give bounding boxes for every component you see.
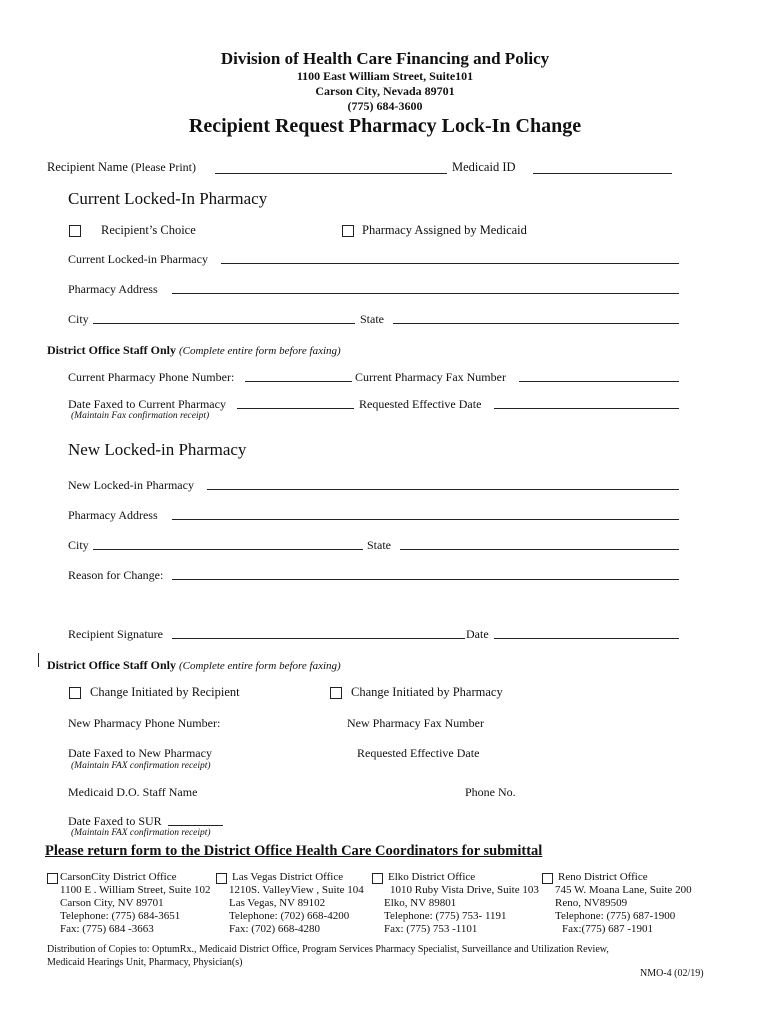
phone-no-label: Phone No.	[465, 785, 516, 799]
fax-receipt-note-1: (Maintain Fax confirmation receipt)	[71, 411, 210, 421]
staff-only-heading-1-text: District Office Staff Only	[47, 343, 176, 357]
office-reno-fax: Fax:(775) 687 -1901	[562, 923, 654, 935]
current-city-field[interactable]	[93, 323, 355, 324]
fax-receipt-note-2: (Maintain FAX confirmation receipt)	[71, 761, 211, 771]
initiated-pharmacy-label: Change Initiated by Pharmacy	[351, 685, 503, 699]
office-elko-fax: Fax: (775) 753 -1101	[384, 923, 478, 935]
medicaid-assigned-label: Pharmacy Assigned by Medicaid	[362, 223, 527, 237]
signature-date-field[interactable]	[494, 638, 679, 639]
office-elko-street: 1010 Ruby Vista Drive, Suite 103	[390, 884, 539, 896]
recipient-name-text: Recipient Name	[47, 160, 128, 174]
sur-label: Date Faxed to SUR	[68, 814, 162, 828]
staff-name-label: Medicaid D.O. Staff Name	[68, 785, 198, 799]
office-elko-name: Elko District Office	[388, 871, 476, 883]
office-reno-city: Reno, NV89509	[555, 897, 628, 909]
medicaid-assigned-checkbox[interactable]	[342, 225, 354, 237]
current-pharmacy-heading: Current Locked-In Pharmacy	[68, 189, 268, 208]
distribution-note	[47, 943, 609, 969]
office-elko-checkbox[interactable]	[372, 873, 383, 884]
office-reno-checkbox[interactable]	[542, 873, 553, 884]
reason-label: Reason for Change:	[68, 568, 164, 582]
office-lasvegas-phone: Telephone: (702) 668-4200	[229, 910, 350, 922]
signature-field[interactable]	[172, 638, 465, 639]
signature-label: Recipient Signature	[68, 627, 163, 641]
current-state-label: State	[360, 312, 384, 326]
office-carson-checkbox[interactable]	[47, 873, 58, 884]
date-faxed-new-label: Date Faxed to New Pharmacy	[68, 746, 212, 760]
office-carson-city: Carson City, NV 89701	[60, 897, 164, 909]
current-state-field[interactable]	[393, 323, 679, 324]
recipients-choice-label: Recipient’s Choice	[101, 223, 196, 237]
new-address-label: Pharmacy Address	[68, 508, 158, 522]
effective-date-1-field[interactable]	[494, 408, 679, 409]
current-city-label: City	[68, 312, 89, 326]
new-state-field[interactable]	[400, 549, 679, 550]
office-lasvegas-fax: Fax: (702) 668-4280	[229, 923, 321, 935]
medicaid-id-label: Medicaid ID	[452, 160, 516, 174]
date-faxed-current-label: Date Faxed to Current Pharmacy	[68, 397, 226, 411]
new-pharmacy-field[interactable]	[207, 489, 679, 490]
office-elko-city: Elko, NV 89801	[384, 897, 457, 909]
agency-city: Carson City, Nevada 89701	[315, 84, 455, 98]
office-lasvegas-street: 1210S. ValleyView , Suite 104	[229, 884, 364, 896]
current-address-field[interactable]	[172, 293, 679, 294]
office-carson	[60, 871, 211, 936]
form-title: Recipient Request Pharmacy Lock-In Change	[188, 115, 582, 137]
office-carson-fax: Fax: (775) 684 -3663	[60, 923, 154, 935]
agency-phone: (775) 684-3600	[347, 99, 423, 113]
office-elko-phone: Telephone: (775) 753- 1191	[384, 910, 507, 922]
new-fax-label: New Pharmacy Fax Number	[347, 716, 484, 730]
staff-only-heading-1	[47, 343, 341, 358]
new-pharmacy-label: New Locked-in Pharmacy	[68, 478, 194, 492]
current-pharmacy-label: Current Locked-in Pharmacy	[68, 252, 208, 266]
agency-name: Division of Health Care Financing and Policy	[220, 49, 550, 68]
office-reno-phone: Telephone: (775) 687-1900	[555, 910, 676, 922]
office-lasvegas-city: Las Vegas, NV 89102	[229, 897, 326, 909]
new-pharmacy-heading: New Locked-in Pharmacy	[68, 440, 247, 459]
new-city-field[interactable]	[93, 549, 363, 550]
recipient-name-hint: (Please Print)	[131, 160, 196, 174]
distribution-line-1: Distribution of Copies to: OptumRx., Medicaid District Office, Program Services Pharmacy Specialist, Surveillance and Utilization Review,	[47, 944, 609, 955]
staff-only-heading-2	[47, 658, 341, 673]
fax-receipt-note-3: (Maintain FAX confirmation receipt)	[71, 828, 211, 838]
staff-only-heading-2-text: District Office Staff Only	[47, 658, 176, 672]
office-reno-street: 745 W. Moana Lane, Suite 200	[555, 884, 692, 896]
new-state-label: State	[367, 538, 391, 552]
form-number: NMO-4 (02/19)	[640, 968, 704, 979]
current-address-label: Pharmacy Address	[68, 282, 158, 296]
sur-field[interactable]	[168, 825, 223, 826]
initiated-recipient-label: Change Initiated by Recipient	[90, 685, 240, 699]
recipients-choice-checkbox[interactable]	[69, 225, 81, 237]
recipient-name-field[interactable]	[215, 173, 447, 174]
office-reno	[555, 871, 692, 936]
initiated-recipient-checkbox[interactable]	[69, 687, 81, 699]
margin-mark	[38, 653, 39, 667]
current-fax-label: Current Pharmacy Fax Number	[355, 370, 506, 384]
office-lasvegas	[229, 871, 364, 936]
office-reno-name: Reno District Office	[558, 871, 648, 883]
current-phone-label: Current Pharmacy Phone Number:	[68, 370, 235, 384]
staff-only-note-2: (Complete entire form before faxing)	[178, 660, 341, 672]
new-city-label: City	[68, 538, 89, 552]
office-carson-name: CarsonCity District Office	[60, 871, 177, 883]
medicaid-id-field[interactable]	[533, 173, 672, 174]
office-elko	[384, 871, 539, 936]
office-lasvegas-name: Las Vegas District Office	[232, 871, 344, 883]
recipient-name-label	[47, 160, 196, 175]
effective-date-1-label: Requested Effective Date	[359, 397, 482, 411]
new-phone-label: New Pharmacy Phone Number:	[68, 716, 221, 730]
staff-only-note-1: (Complete entire form before faxing)	[178, 345, 341, 357]
current-fax-field[interactable]	[519, 381, 679, 382]
initiated-pharmacy-checkbox[interactable]	[330, 687, 342, 699]
office-lasvegas-checkbox[interactable]	[216, 873, 227, 884]
reason-field[interactable]	[172, 579, 679, 580]
office-carson-phone: Telephone: (775) 684-3651	[60, 910, 181, 922]
return-instructions: Please return form to the District Office Health Care Coordinators for submittal	[45, 843, 543, 859]
effective-date-2-label: Requested Effective Date	[357, 746, 480, 760]
current-phone-field[interactable]	[245, 381, 352, 382]
signature-date-label: Date	[466, 627, 489, 641]
new-address-field[interactable]	[172, 519, 679, 520]
current-pharmacy-field[interactable]	[221, 263, 679, 264]
date-faxed-current-field[interactable]	[237, 408, 354, 409]
agency-street: 1100 East William Street, Suite101	[296, 69, 474, 83]
distribution-line-2: Medicaid Hearings Unit, Pharmacy, Physician(s)	[47, 957, 243, 968]
office-carson-street: 1100 E . William Street, Suite 102	[60, 884, 211, 896]
